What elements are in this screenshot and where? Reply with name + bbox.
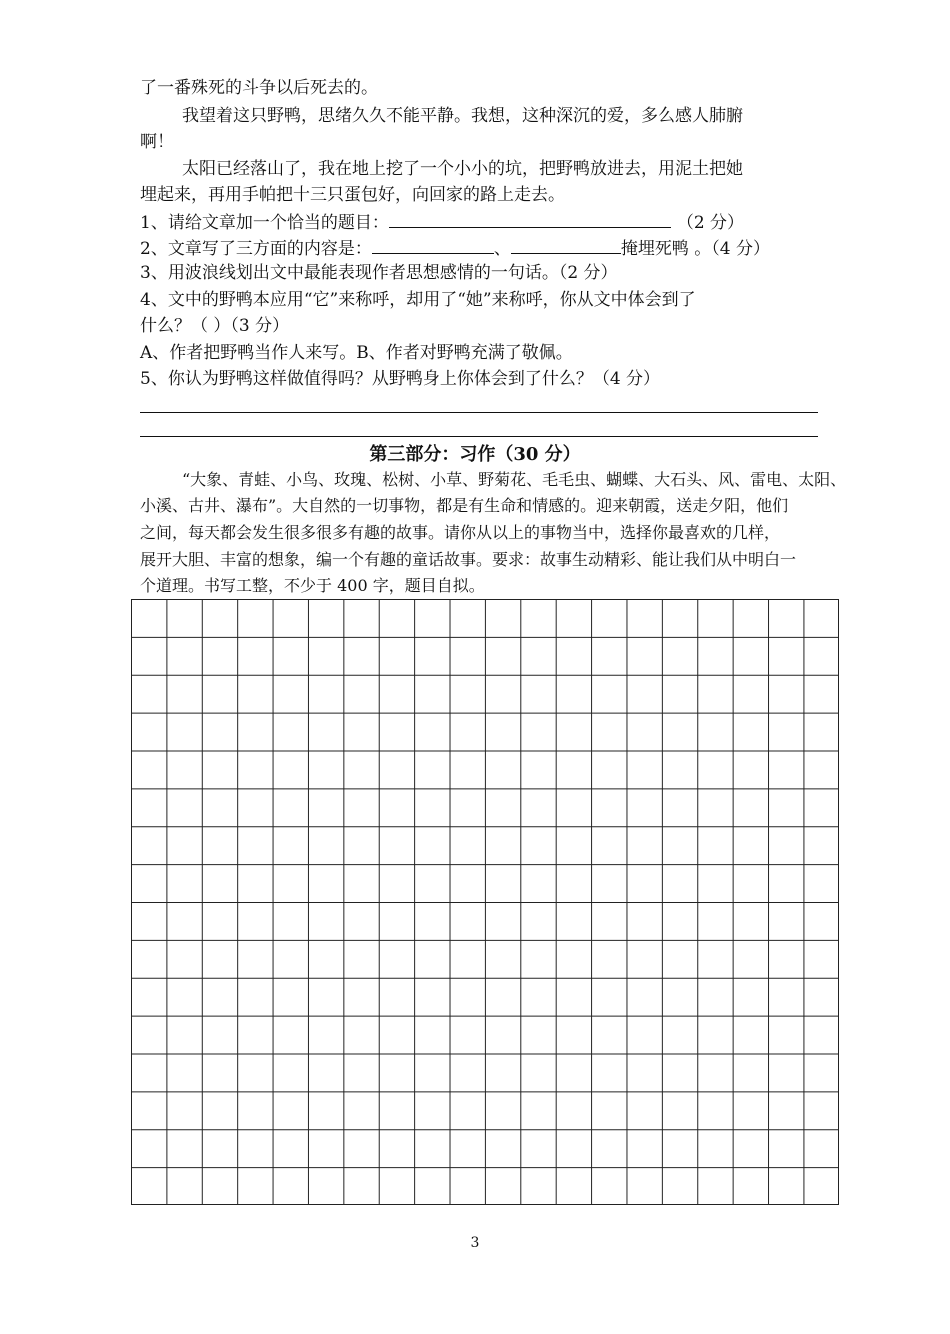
- essay-prompt-line: 个道理。书写工整，不少于 400 字，题目自拟。: [140, 576, 485, 595]
- question-4-options: A、作者把野鸭当作人来写。B、作者对野鸭充满了敬佩。: [140, 343, 573, 363]
- page-number: 3: [470, 1235, 480, 1251]
- composition-writing-grid[interactable]: [131, 599, 839, 1205]
- title-answer-blank[interactable]: [389, 209, 671, 228]
- passage-line: 了一番殊死的斗争以后死去的。: [140, 78, 378, 98]
- question-1: [140, 209, 744, 235]
- section-3-title: 第三部分：习作（30 分）: [369, 444, 581, 465]
- question-1-score: （2 分）: [676, 213, 745, 233]
- essay-prompt-line: “大象、青蛙、小鸟、玫瑰、松树、小草、野菊花、毛毛虫、蝴蝶、大石头、风、雷电、太阳、: [182, 470, 847, 489]
- content-answer-blank-1[interactable]: [372, 235, 494, 254]
- question-2-separator: 、: [493, 239, 511, 259]
- question-2-text: 2、文章写了三方面的内容是：: [140, 239, 372, 259]
- answer-line[interactable]: [140, 412, 818, 413]
- question-5: 5、你认为野鸭这样做值得吗？从野鸭身上你体会到了什么？（4 分）: [140, 369, 661, 389]
- question-3: 3、用波浪线划出文中最能表现作者思想感情的一句话。（2 分）: [140, 263, 618, 283]
- passage-line: 太阳已经落山了，我在地上挖了一个小小的坑，把野鸭放进去，用泥土把她: [182, 159, 743, 179]
- passage-line: 我望着这只野鸭，思绪久久不能平静。我想，这种深沉的爱，多么感人肺腑: [182, 106, 743, 126]
- passage-line: 埋起来，再用手帕把十三只蛋包好，向回家的路上走去。: [140, 185, 565, 205]
- essay-prompt-line: 之间，每天都会发生很多很多有趣的故事。请你从以上的事物当中，选择你最喜欢的几样，: [140, 523, 781, 542]
- question-4-continued: 什么？（ ）（3 分）: [140, 316, 290, 336]
- essay-prompt-line: 小溪、古井、瀑布”。大自然的一切事物，都是有生命和情感的。迎来朝霞，送走夕阳，他们: [140, 496, 789, 515]
- question-4: 4、文中的野鸭本应用“它”来称呼，却用了“她”来称呼，你从文中体会到了: [140, 290, 696, 310]
- question-1-text: 1、请给文章加一个恰当的题目：: [140, 213, 389, 233]
- content-answer-blank-2[interactable]: [511, 235, 621, 254]
- answer-line[interactable]: [140, 436, 818, 437]
- passage-line: 啊！: [140, 132, 174, 152]
- question-2: [140, 235, 770, 261]
- question-2-suffix: 掩埋死鸭 。（4 分）: [620, 239, 770, 259]
- essay-prompt-line: 展开大胆、丰富的想象，编一个有趣的童话故事。要求：故事生动精彩、能让我们从中明白一: [140, 550, 797, 569]
